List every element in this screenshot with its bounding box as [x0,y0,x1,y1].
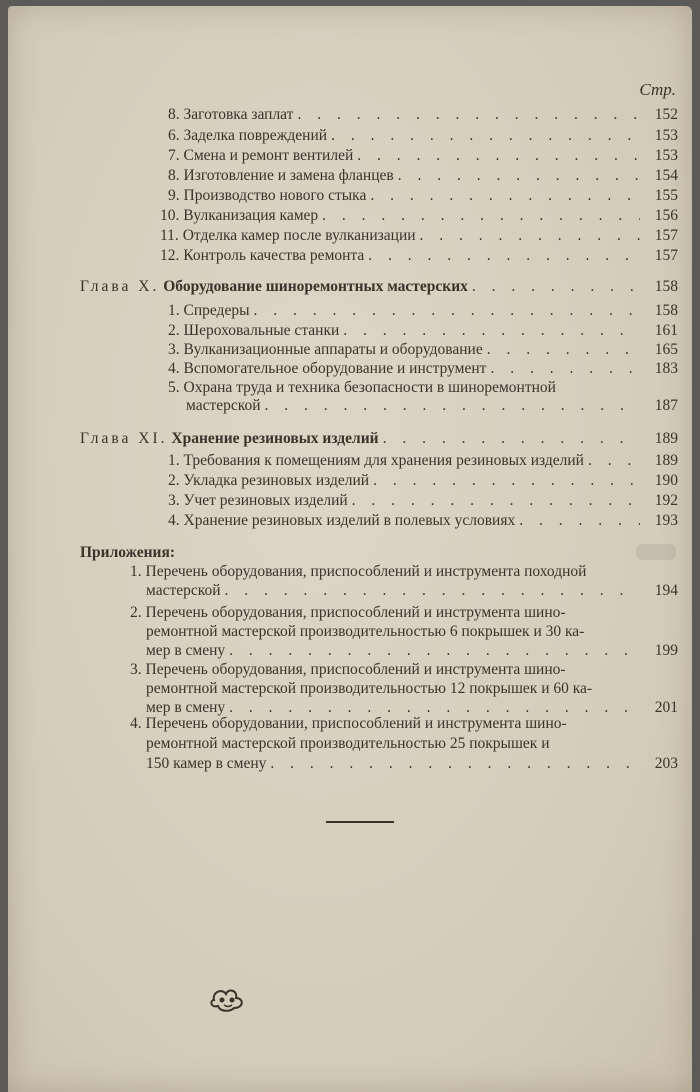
toc-entry: 8. Заготовка заплат . . . 152 [168,106,678,123]
chapter-heading: Глава XI. Хранение резиновых изделий . . . 189 [80,430,678,447]
appendix-entry: 150 камер в смену . . . 203 [146,755,678,772]
toc-entry: 7. Смена и ремонт вентилей . . . 153 [168,147,678,164]
end-rule [326,821,394,823]
appendix-line: 4. Перечень оборудовании, приспособлений и инструмента шино- [130,715,567,732]
chapter-heading: Глава X. Оборудование шиноремонтных мастерских . . . 158 [80,278,678,295]
toc-entry: 1. Спредеры . . . 158 [168,302,678,319]
toc-entry: 3. Вулканизационные аппараты и оборудование . . . 165 [168,341,678,358]
toc-entry: 9. Производство нового стыка . . . 155 [168,187,678,204]
toc-entry: мастерской . . . 187 [186,397,678,414]
toc-entry: 4. Вспомогательное оборудование и инструмент . . . 183 [168,360,678,377]
toc-entry: 10. Вулканизация камер . . . 156 [160,207,678,224]
page-smudge [636,544,676,560]
appendix-line: ремонтной мастерской производительностью 25 покрышек и [146,735,550,752]
toc-entry: 11. Отделка камер после вулканизации . . . 157 [160,227,678,244]
book-page [8,6,692,1092]
appendix-line: 3. Перечень оборудования, приспособлений и инструмента шино- [130,661,566,678]
toc-entry: 4. Хранение резиновых изделий в полевых условиях . . . 193 [168,512,678,529]
printer-mark-icon [208,986,248,1012]
appendix-line: ремонтной мастерской производительностью 12 покрышек и 60 ка- [146,680,593,697]
appendix-line: 2. Перечень оборудования, приспособлений и инструмента шино- [130,604,566,621]
toc-entry: 2. Укладка резиновых изделий . . . 190 [168,472,678,489]
toc-entry: 6. Заделка повреждений . . . 153 [168,127,678,144]
appendix-line: 1. Перечень оборудования, приспособлений и инструмента походной [130,563,587,580]
appendix-entry: мастерской . . . 194 [146,582,678,599]
toc-entry: 8. Изготовление и замена фланцев . . . 154 [168,167,678,184]
appendix-heading: Приложения: [80,544,175,561]
appendix-entry: мер в смену . . . 201 [146,699,678,716]
toc-entry-line: 5. Охрана труда и техника безопасности в шиноремонтной [168,379,556,396]
toc-entry: 3. Учет резиновых изделий . . . 192 [168,492,678,509]
toc-entry: 12. Контроль качества ремонта . . . 157 [160,247,678,264]
toc-entry: 2. Шероховальные станки . . . 161 [168,322,678,339]
appendix-entry: мер в смену . . . 199 [146,642,678,659]
toc-entry: 1. Требования к помещениям для хранения резиновых изделий . . . 189 [168,452,678,469]
page-column-header: Стр. [639,80,676,99]
appendix-line: ремонтной мастерской производительностью 6 покрышек и 30 ка- [146,623,585,640]
